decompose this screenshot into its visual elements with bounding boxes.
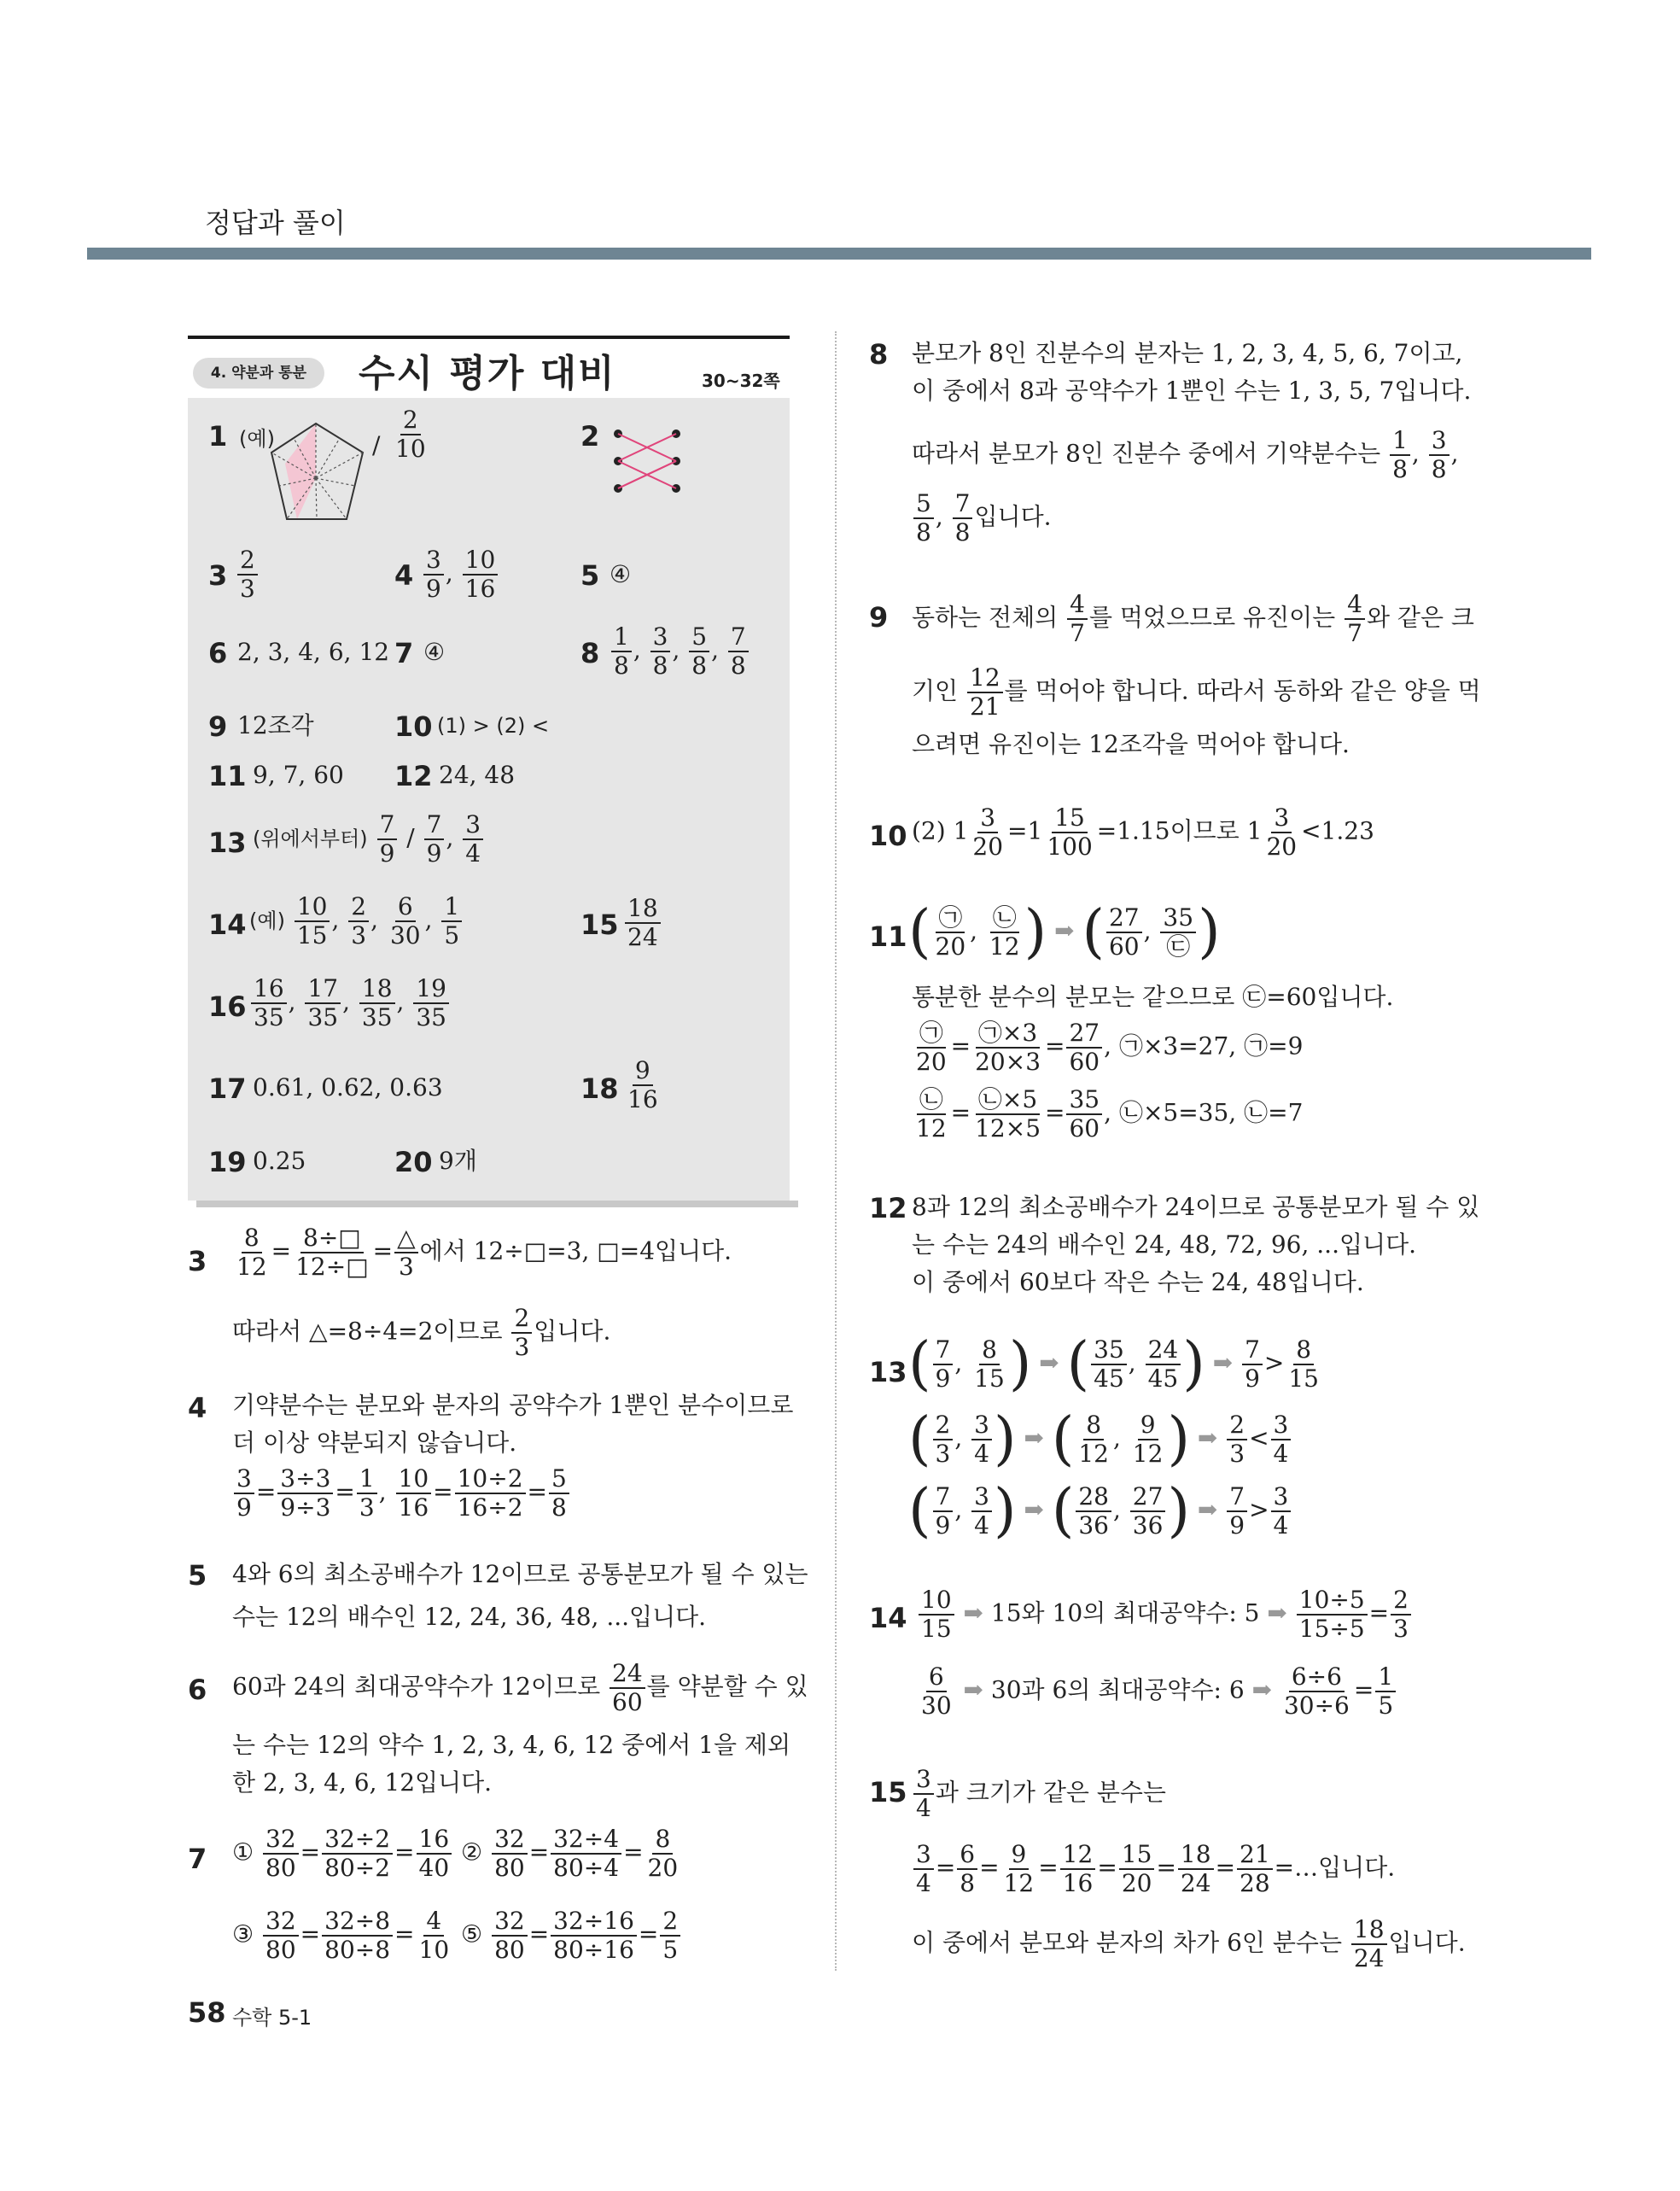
- solution-line: 는 수는 24의 배수인 24, 48, 72, 96, ...입니다.: [912, 1230, 1417, 1259]
- solution-line: ( $\frac{7}{9}$ , $\frac{3}{4}$ ) ➡ ( $\frac{28}{36}$ , $\frac{27}{36}$ ) ➡ $\frac{7}{9}$ > $\frac{3}{4}$: [908, 1482, 1292, 1540]
- answer-text: ④: [423, 638, 446, 666]
- slash: /: [372, 431, 381, 459]
- solution-line: 8과 12의 최소공배수가 24이므로 공통분모가 될 수 있: [912, 1193, 1480, 1221]
- answer-number: 12: [394, 760, 433, 792]
- solution-number: 11: [869, 920, 907, 953]
- solution-number: 7: [188, 1843, 207, 1875]
- solution-line: ( $\frac{7}{9}$ , $\frac{8}{15}$ ) ➡ ( $\frac{35}{45}$ , $\frac{24}{45}$ ) ➡ $\frac{7}{9}$ > $\frac{8}{15}$: [908, 1330, 1319, 1398]
- answer-number: 6: [208, 637, 228, 669]
- answer-number: 14: [208, 909, 247, 941]
- answer-number: 15: [580, 909, 619, 941]
- solution-line: $\frac{3}{9}$ = $\frac{3\div 3}{9\div 3}$ = $\frac{1}{3}$ , $\frac{10}{16}$ = $\frac{10\div 2}{16\div 2}$ = $\frac{5}{8}$: [232, 1467, 571, 1520]
- answer-number: 18: [580, 1072, 619, 1105]
- answer-text: 0.61, 0.62, 0.63: [253, 1073, 443, 1101]
- fraction-answer: $\frac{16}{35}$ , $\frac{17}{35}$ , $\frac{18}{35}$ , $\frac{19}{35}$: [249, 977, 451, 1030]
- header-title: 정답과 풀이: [205, 207, 346, 239]
- answer-number: 19: [208, 1146, 247, 1178]
- solution-line: 통분한 분수의 분모는 같으므로 ㉢=60입니다.: [912, 983, 1394, 1011]
- unit-chip: 4. 약분과 통분: [193, 358, 324, 389]
- answer-number: 2: [580, 420, 600, 453]
- solution-number: 6: [188, 1674, 207, 1706]
- solution-line: $\frac{8}{12}$ = $\frac{8\div□}{12\div□}$ = $\frac{\triangle}{3}$ 에서 12÷□=3, □=4입니다.: [236, 1224, 732, 1281]
- solution-line: 는 수는 12의 약수 1, 2, 3, 4, 6, 12 중에서 1을 제외: [232, 1731, 791, 1759]
- solution-line: 한 2, 3, 4, 6, 12입니다.: [232, 1768, 493, 1797]
- answer-number: 1: [208, 420, 228, 453]
- solution-line: ① $\frac{32}{80}$ = $\frac{32\div 2}{80\div 2}$ = $\frac{16}{40}$ ② $\frac{32}{80}$ = $\frac{32\div 4}{80\div 4}$ = $\frac{8}{20}$: [232, 1825, 679, 1882]
- box-title: 수시 평가 대비: [359, 352, 616, 395]
- fraction-answer: $\frac{2}{3}$: [236, 548, 260, 601]
- solution-line: ③ $\frac{32}{80}$ = $\frac{32\div 8}{80\div 8}$ = $\frac{4}{10}$ ⑤ $\frac{32}{80}$ = $\frac{32\div 16}{80\div 16}$ = $\frac{2}{5}$: [232, 1909, 682, 1962]
- solution-line: $\frac{6}{30}$ ➡ 30과 6의 최대공약수: 6 ➡ $\frac{6\div 6}{30\div 6}$ = $\frac{1}{5}$: [917, 1665, 1397, 1718]
- matching-figure: [608, 424, 690, 500]
- solution-number: 5: [188, 1559, 207, 1592]
- solution-line: 기약분수는 분모와 분자의 공약수가 1뿐인 분수이므로: [232, 1391, 794, 1419]
- solution-number: 15: [869, 1776, 907, 1808]
- solution-number: 14: [869, 1602, 907, 1634]
- answer-text: 24, 48: [439, 761, 516, 789]
- answer-text: 12조각: [237, 711, 314, 739]
- page-number: 58: [188, 1996, 226, 2029]
- example-label: (예): [239, 427, 275, 451]
- fraction-answer: $\frac{9}{16}$: [627, 1056, 658, 1113]
- pentagon-figure: [266, 412, 377, 531]
- header-bar: [87, 248, 1591, 260]
- answer-text: 9개: [439, 1147, 477, 1175]
- answer-number: 4: [394, 559, 414, 592]
- solution-line: 으려면 유진이는 12조각을 먹어야 합니다.: [912, 730, 1350, 758]
- solution-number: 3: [188, 1245, 207, 1277]
- solution-line: $\frac{3}{4}$ 과 크기가 같은 분수는: [912, 1767, 1166, 1820]
- answer-number: 17: [208, 1072, 247, 1105]
- column-divider: [835, 331, 837, 1971]
- solution-number: 12: [869, 1192, 907, 1224]
- solution-number: 4: [188, 1392, 207, 1424]
- answer-number: 8: [580, 637, 600, 669]
- answer-number: 16: [208, 990, 247, 1023]
- answer-text: 9, 7, 60: [253, 761, 344, 789]
- fraction-answer: (위에서부터) $\frac{7}{9}$ / $\frac{7}{9}$ , $\frac{3}{4}$: [253, 813, 485, 866]
- solution-number: 8: [869, 338, 889, 371]
- solution-line: $\frac{10}{15}$ ➡ 15와 10의 최대공약수: 5 ➡ $\frac{10\div 5}{15\div 5}$ = $\frac{2}{3}$: [917, 1588, 1413, 1641]
- solution-line: 이 중에서 60보다 작은 수는 24, 48입니다.: [912, 1268, 1364, 1296]
- solution-line: $\frac{3}{4}$ = $\frac{6}{8}$ = $\frac{9}{12}$ = $\frac{12}{16}$ = $\frac{15}{20}$ = $\frac{18}{24}$ = $\frac{21}{28}$ =…입니다.: [912, 1843, 1395, 1896]
- fraction-answer: $\frac{3}{9}$ , $\frac{10}{16}$: [422, 548, 499, 601]
- solution-line: 따라서 △=8÷4=2이므로 $\frac{2}{3}$ 입니다.: [232, 1304, 611, 1361]
- solution-line: ( $\frac{㉠}{20}$ , $\frac{㉡}{12}$ ) ➡ ( $\frac{27}{60}$ , $\frac{35}{㉢}$ ): [908, 898, 1221, 966]
- solution-line: 수는 12의 배수인 12, 24, 36, 48, ...입니다.: [232, 1603, 707, 1631]
- solution-line: 더 이상 약분되지 않습니다.: [232, 1429, 517, 1457]
- answer-number: 9: [208, 710, 228, 743]
- answer-number: 7: [394, 637, 414, 669]
- answer-number: 20: [394, 1146, 433, 1178]
- solution-line: 분모가 8인 진분수의 분자는 1, 2, 3, 4, 5, 6, 7이고,: [912, 339, 1463, 367]
- answer-number: 13: [208, 827, 247, 859]
- solution-line: 동하는 전체의 $\frac{4}{7}$ 를 먹었으므로 유진이는 $\frac{4}{7}$ 와 같은 크: [912, 590, 1474, 647]
- fraction-answer: (예) $\frac{10}{15}$ , $\frac{2}{3}$ , $\frac{6}{30}$ , $\frac{1}{5}$: [249, 895, 464, 948]
- solution-line: (2) 1 $\frac{3}{20}$ =1 $\frac{15}{100}$ =1.15이므로 1 $\frac{3}{20}$ <1.23: [912, 803, 1374, 861]
- answer-text: 0.25: [253, 1147, 306, 1175]
- answer-number: 11: [208, 760, 247, 792]
- answer-number: 10: [394, 710, 433, 743]
- solution-line: 기인 $\frac{12}{21}$ 를 먹어야 합니다. 따라서 동하와 같은 양을 먹: [912, 663, 1481, 721]
- box-top-rule: [188, 336, 790, 339]
- solution-line: ( $\frac{2}{3}$ , $\frac{3}{4}$ ) ➡ ( $\frac{8}{12}$ , $\frac{9}{12}$ ) ➡ $\frac{2}{3}$ < $\frac{3}{4}$: [908, 1411, 1292, 1469]
- fraction-answer: $\frac{1}{8}$ , $\frac{3}{8}$ , $\frac{5}{8}$ , $\frac{7}{8}$: [610, 625, 750, 678]
- answer-text: 2, 3, 4, 6, 12: [237, 638, 390, 666]
- solution-number: 13: [869, 1356, 907, 1388]
- solution-line: $\frac{㉡}{12}$ = $\frac{㉡\times 5}{12\times 5}$ = $\frac{35}{60}$ , ㉡×5=35, ㉡=7: [916, 1085, 1304, 1142]
- solution-line: 4와 6의 최소공배수가 12이므로 공통분모가 될 수 있는: [232, 1560, 808, 1588]
- solution-line: 이 중에서 분모와 분자의 차가 6인 분수는 $\frac{18}{24}$ 입니다.: [912, 1915, 1466, 1972]
- solution-line: 이 중에서 8과 공약수가 1뿐인 수는 1, 3, 5, 7입니다.: [912, 377, 1472, 405]
- solution-line: 따라서 분모가 8인 진분수 중에서 기약분수는 $\frac{1}{8}$ , $\frac{3}{8}$ ,: [912, 426, 1459, 483]
- answer-text: (1) > (2) <: [437, 714, 550, 738]
- box-shadow: [196, 1201, 798, 1207]
- solution-number: 10: [869, 820, 907, 852]
- answer-number: 5: [580, 559, 600, 592]
- fraction-answer: $\frac{18}{24}$: [623, 897, 662, 949]
- answer-text: ④: [610, 560, 632, 588]
- fraction-answer: $\frac{2}{10}$: [395, 406, 426, 463]
- footer-subject: 수학 5-1: [232, 2006, 312, 2030]
- solution-line: $\frac{㉠}{20}$ = $\frac{㉠\times 3}{20\times 3}$ = $\frac{27}{60}$ , ㉠×3=27, ㉠=9: [916, 1019, 1304, 1076]
- answer-number: 3: [208, 559, 228, 592]
- box-pages: 30~32쪽: [702, 371, 780, 391]
- solution-number: 9: [869, 601, 889, 634]
- solution-line: $\frac{5}{8}$ , $\frac{7}{8}$ 입니다.: [912, 492, 1052, 545]
- solution-line: 60과 24의 최대공약수가 12이므로 $\frac{24}{60}$ 를 약분할 수 있: [232, 1659, 808, 1716]
